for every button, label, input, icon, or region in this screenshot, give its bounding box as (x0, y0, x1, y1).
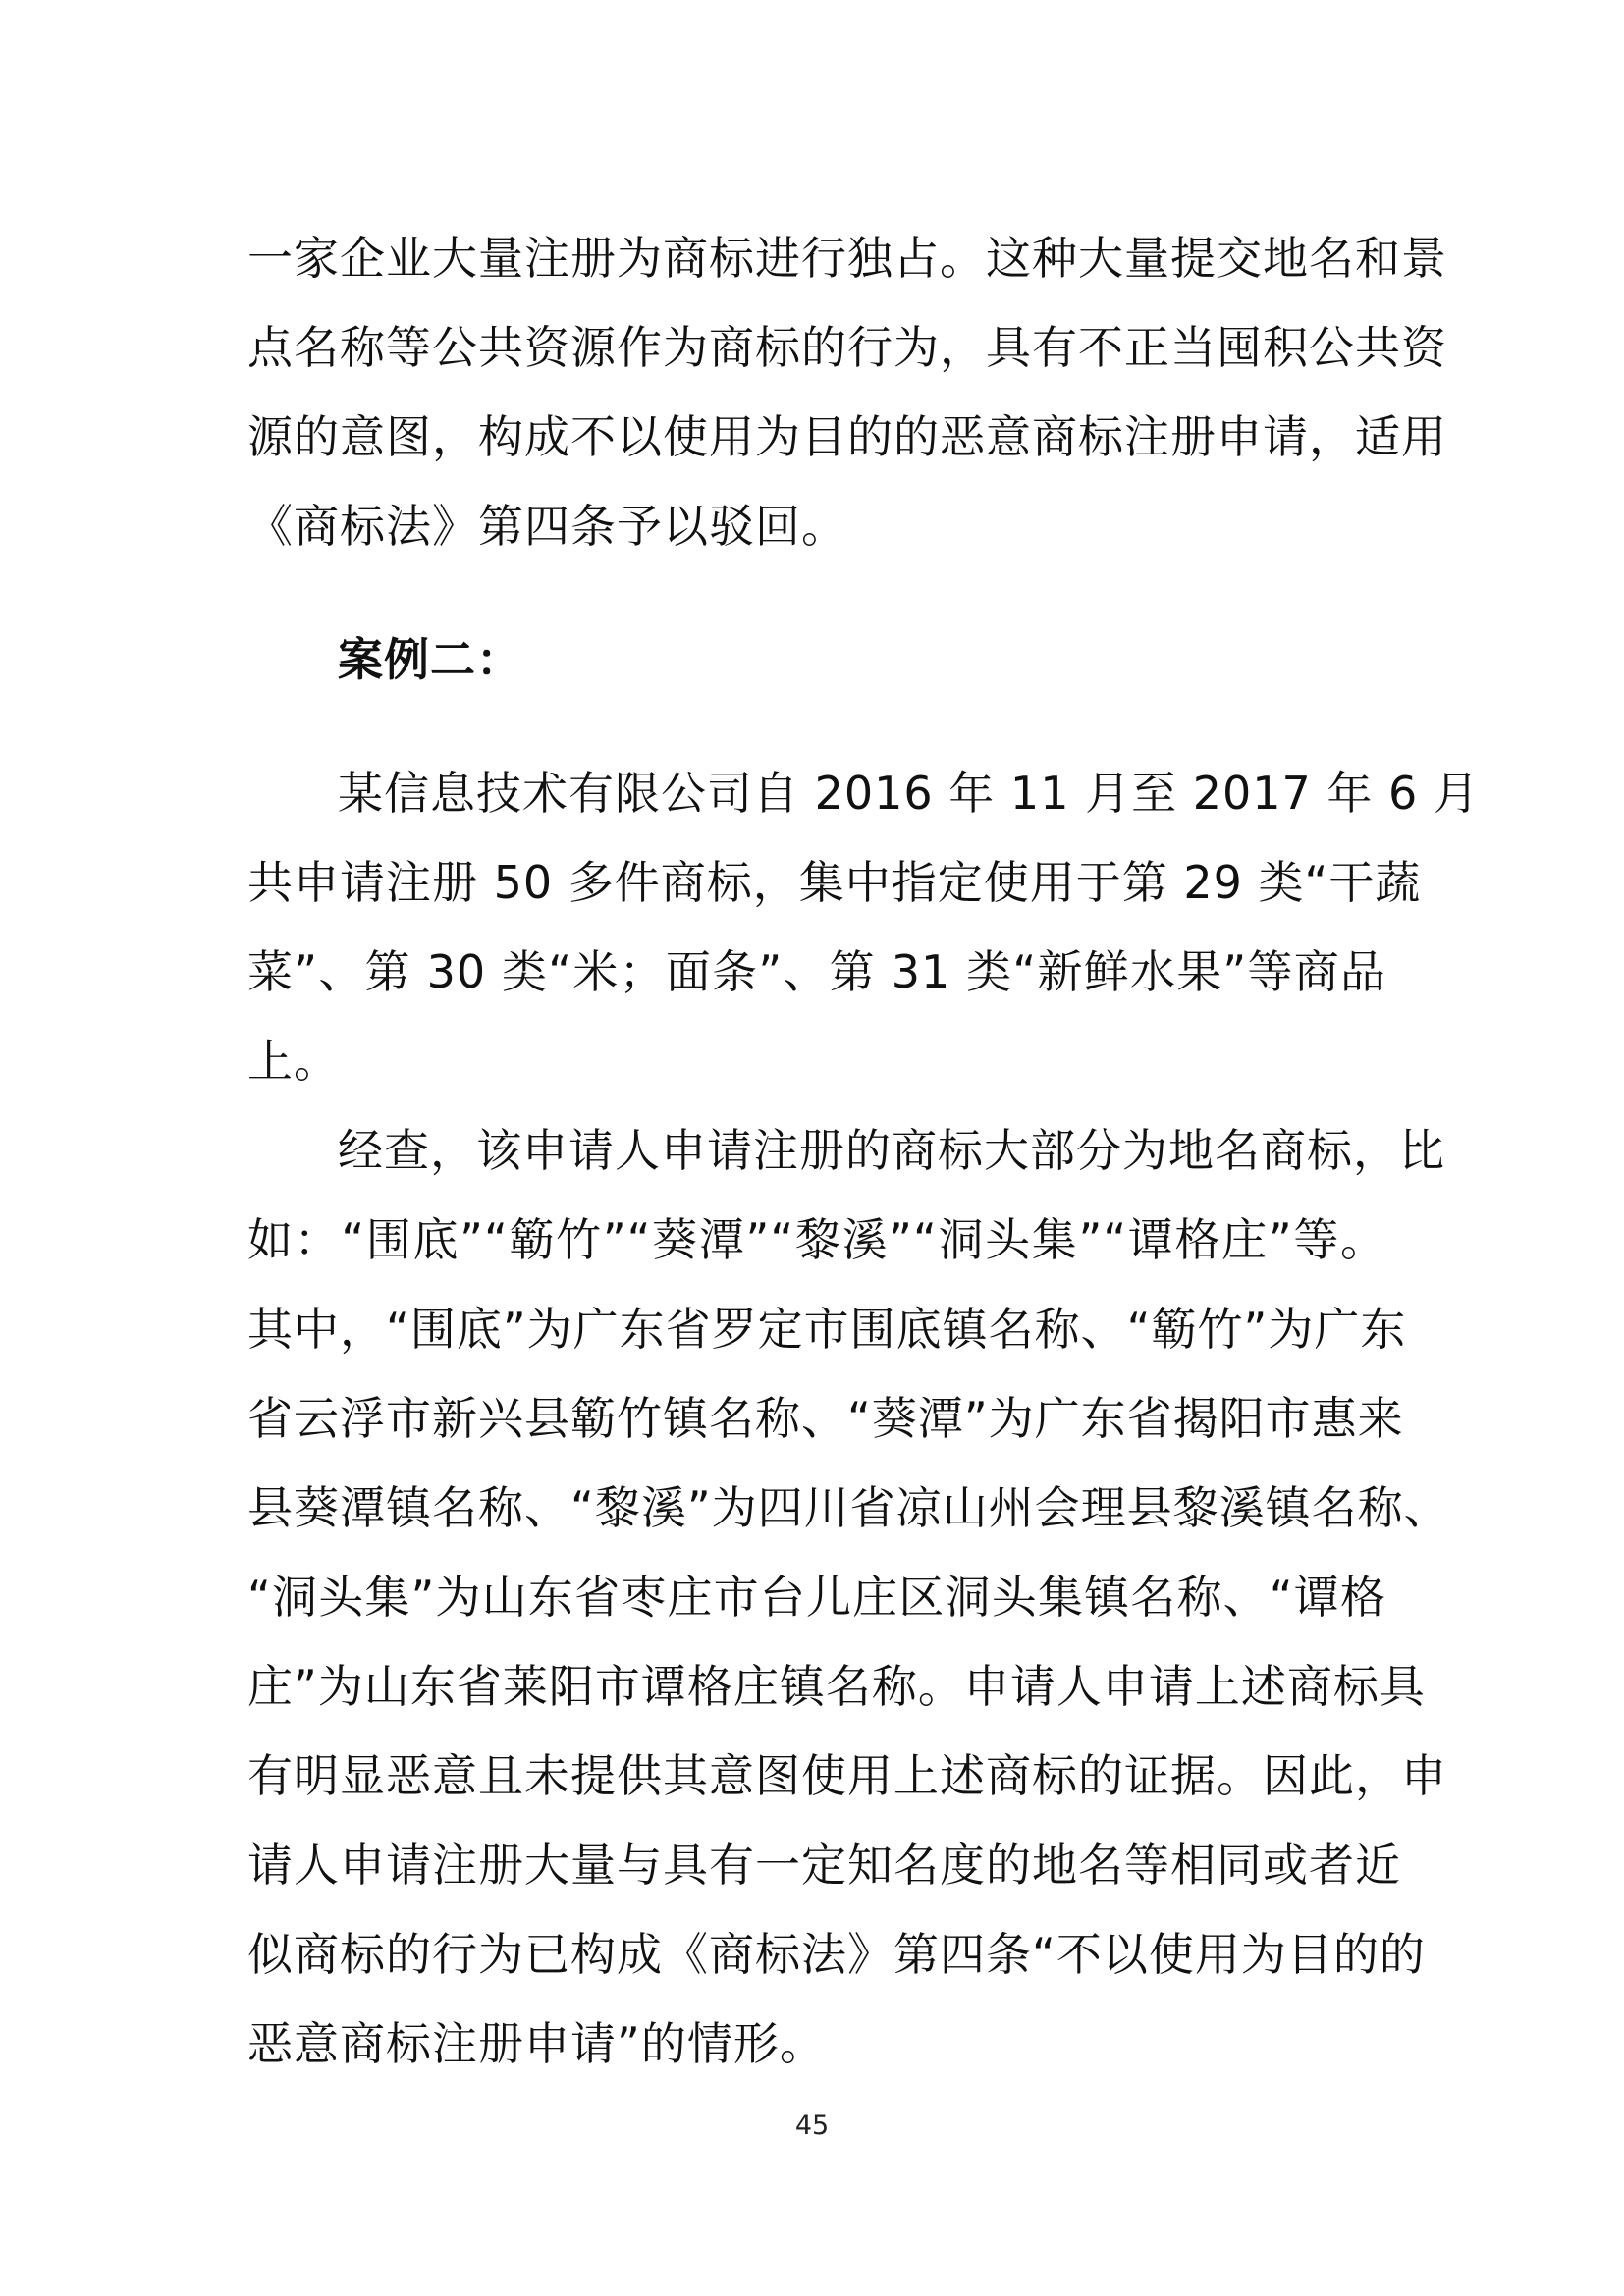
text-line: “洞头集”为山东省枣庄市台儿庄区洞头集镇名称、“谭格 (247, 1571, 1386, 1624)
paragraph-spacer (247, 705, 1386, 749)
text-line: 请人申请注册大量与具有一定知名度的地名等相同或者近 (247, 1839, 1401, 1892)
text-line: 有明显恶意且未提供其意图使用上述商标的证据。因此，申 (247, 1749, 1447, 1802)
text-line: 《商标法》第四条予以驳回。 (247, 500, 847, 553)
text-line: 共申请注册 50 多件商标，集中指定使用于第 29 类“干蔬 (247, 856, 1422, 909)
case-heading: 案例二： (338, 633, 522, 686)
page-number: 45 (794, 2110, 830, 2141)
text-line: 菜”、第 30 类“米；面条”、第 31 类“新鲜水果”等商品 (247, 945, 1386, 998)
paragraph-2 (247, 749, 1480, 1106)
text-line: 上。 (247, 1035, 340, 1088)
text-line: 某信息技术有限公司自 2016 年 11 月至 2017 年 6 月 (338, 767, 1480, 820)
text-line: 庄”为山东省莱阳市谭格庄镇名称。申请人申请上述商标具 (247, 1660, 1426, 1713)
paragraph-1 (247, 214, 1447, 571)
text-line: 一家企业大量注册为商标进行独占。这种大量提交地名和景 (247, 232, 1447, 285)
text-line: 似商标的行为已构成《商标法》第四条“不以使用为目的的 (247, 1928, 1426, 1981)
text-line: 点名称等公共资源作为商标的行为，具有不正当囤积公共资 (247, 321, 1447, 374)
document-body (247, 214, 1480, 2089)
text-line: 省云浮市新兴县簕竹镇名称、“葵潭”为广东省揭阳市惠来 (247, 1392, 1404, 1445)
text-line: 县葵潭镇名称、“黎溪”为四川省凉山州会理县黎溪镇名称、 (247, 1481, 1450, 1534)
paragraph-3 (247, 1106, 1450, 2089)
text-line: 如：“围底”“簕竹”“葵潭”“黎溪”“洞头集”“谭格庄”等。 (247, 1213, 1386, 1266)
paragraph-spacer (247, 571, 1386, 615)
text-line: 恶意商标注册申请”的情形。 (247, 2017, 826, 2070)
text-line: 其中，“围底”为广东省罗定市围底镇名称、“簕竹”为广东 (247, 1303, 1407, 1356)
text-line: 源的意图，构成不以使用为目的的恶意商标注册申请，适用 (247, 410, 1447, 463)
text-line: 经查，该申请人申请注册的商标大部分为地名商标，比 (338, 1124, 1445, 1177)
